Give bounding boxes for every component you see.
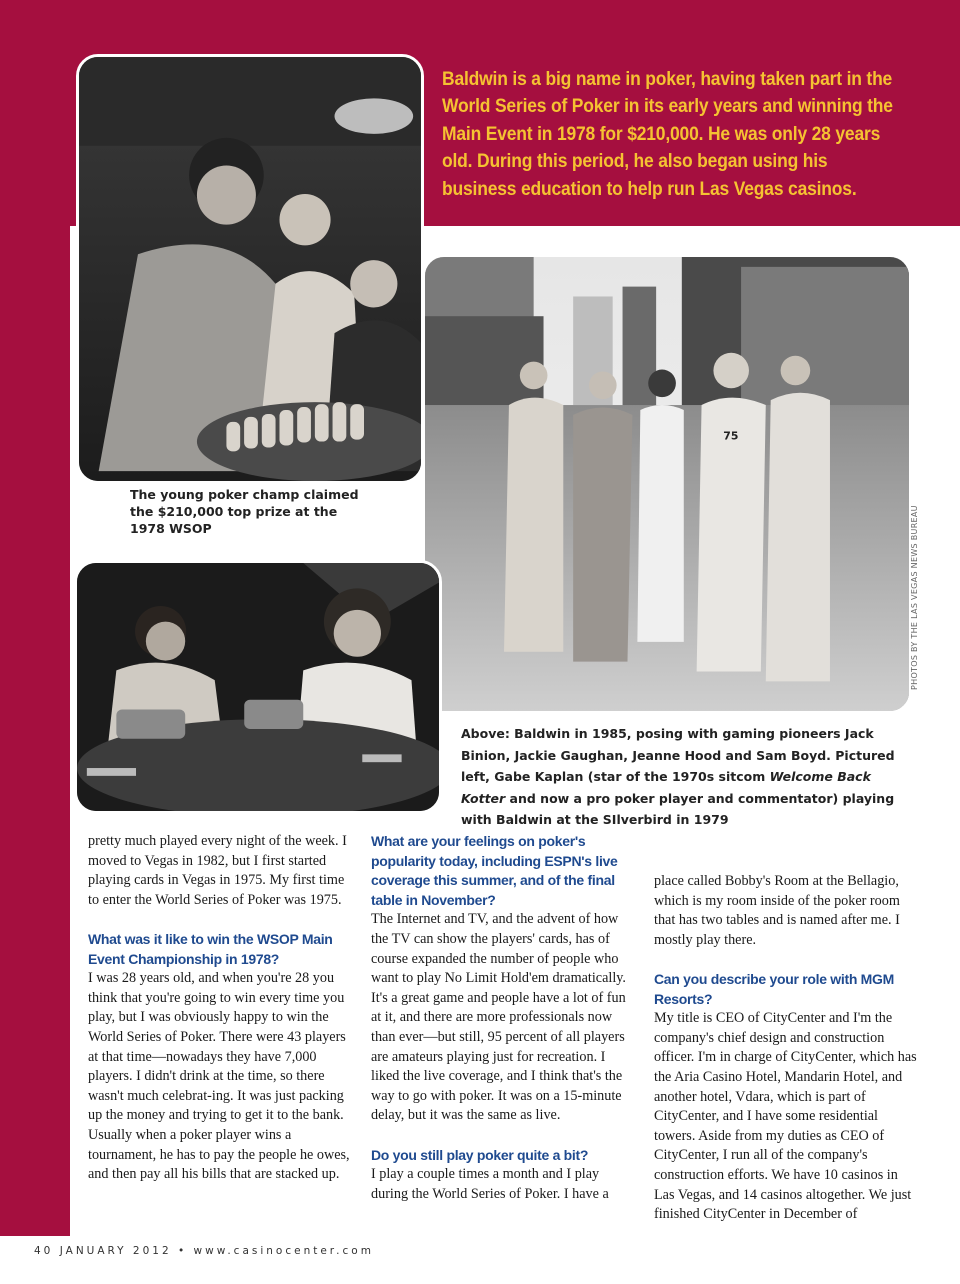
- photo-poker-champ-image: [79, 57, 421, 481]
- col3-question-1: Can you describe your role with MGM Resorts?: [654, 970, 894, 1007]
- col3-paragraph-1: place called Bobby's Room at the Bellagio, which is my room inside of the poker room that has two tables and is named after me. I mostly play there.: [654, 873, 900, 948]
- footer-url: www.casinocenter.com: [193, 1245, 374, 1257]
- page-number: 40: [34, 1245, 54, 1257]
- photo-gabe-kaplan-1979: [74, 560, 442, 814]
- text-column-2: [371, 832, 637, 1204]
- caption-2-text-a: Above: Baldwin in 1985, posing with gaming pioneers Jack Binion, Jackie Gaughan, Jeanne Hood and Sam Boyd. Pictured left, Gabe Kaplan (star of the 1970s sitcom: [461, 726, 895, 784]
- intro-pullquote: Baldwin is a big name in poker, having taken part in the World Series of Poker in its early years and winning the Main Event in 1978 for $210,000. He was only 28 years old. During this period, he also began using his business education to help run Las Vegas casinos.: [442, 69, 893, 200]
- footer-bullet: •: [177, 1245, 188, 1257]
- col1-paragraph-2: I was 28 years old, and when you're 28 you think that you're going to win every time you play, but I was obviously happy to win the World Series of Poker. There were 43 players at that time—nowadays they have 7,000 players. I didn't drink at the time, so there wasn't much celebrat-ing. It was just packing up the money and trying to get it to the bank. Usually when a poker player wins a tournament, he has to pay the people he owes, and then pay all his bills that are stacked up.: [88, 970, 350, 1183]
- col2-question-1: What are your feelings on poker's popularity today, including ESPN's live coverage this summer, and of the final table in November?: [371, 833, 618, 908]
- caption-poker-champ: The young poker champ claimed the $210,000 top prize at the 1978 WSOP: [130, 487, 359, 536]
- col3-paragraph-2: My title is CEO of CityCenter and I'm the company's chief design and construction officer. I'm in charge of CityCenter, which has the Aria Casino Hotel, Mandarin Hotel, and another hotel, Vdara, which is part of CityCenter, and I have some residential towers. Aside from my duties as CEO of CityCenter, I run all of the company's construction efforts. We have 10 casinos in Las Vegas, and 14 casinos altogether. We just finished CityCenter in December of: [654, 1010, 917, 1223]
- photo-kaplan-image: [77, 563, 439, 811]
- photo-baldwin-1985-group: [422, 254, 912, 714]
- photo-group-image: [425, 257, 909, 711]
- caption-group-photo: [461, 723, 911, 831]
- page-footer: [34, 1245, 374, 1257]
- caption-2-text-b: and now a pro poker player and commentator) playing with Baldwin at the SIlverbird in 1979: [461, 790, 895, 827]
- caption-2-sitcom-title: Welcome Back Kotter: [461, 769, 871, 806]
- photo-credit: PHOTOS BY THE LAS VEGAS NEWS BUREAU: [910, 505, 919, 690]
- col2-question-2: Do you still play poker quite a bit?: [371, 1146, 589, 1163]
- issue-date: JANUARY 2012: [59, 1245, 172, 1257]
- col2-paragraph-2: I play a couple times a month and I play during the World Series of Poker. I have a: [371, 1166, 609, 1202]
- badge-number: 75: [723, 429, 739, 443]
- col1-question-1: What was it like to win the WSOP Main Event Championship in 1978?: [88, 930, 333, 967]
- col1-paragraph-1: pretty much played every night of the week. I moved to Vegas in 1982, but I first started playing cards in Vegas in 1975. My first time to enter the World Series of Poker was 1975.: [88, 833, 347, 908]
- col2-paragraph-1: The Internet and TV, and the advent of how the TV can show the players' cards, has of course expanded the number of people who want to play No Limit Hold'em dramatically. It's a great game and people have a lot of fun at it, and there are more professionals now than ever—but still, 95 percent of all players are amateurs playing just for recreation. I liked the live coverage, and I think that's the way to go with poker. It was on a 15-minute delay, but it was the same as live.: [371, 911, 626, 1124]
- photo-poker-champ-1978: [76, 54, 424, 484]
- text-column-1: [88, 832, 354, 1185]
- left-color-band: [0, 226, 70, 1236]
- text-column-3: [654, 872, 920, 1225]
